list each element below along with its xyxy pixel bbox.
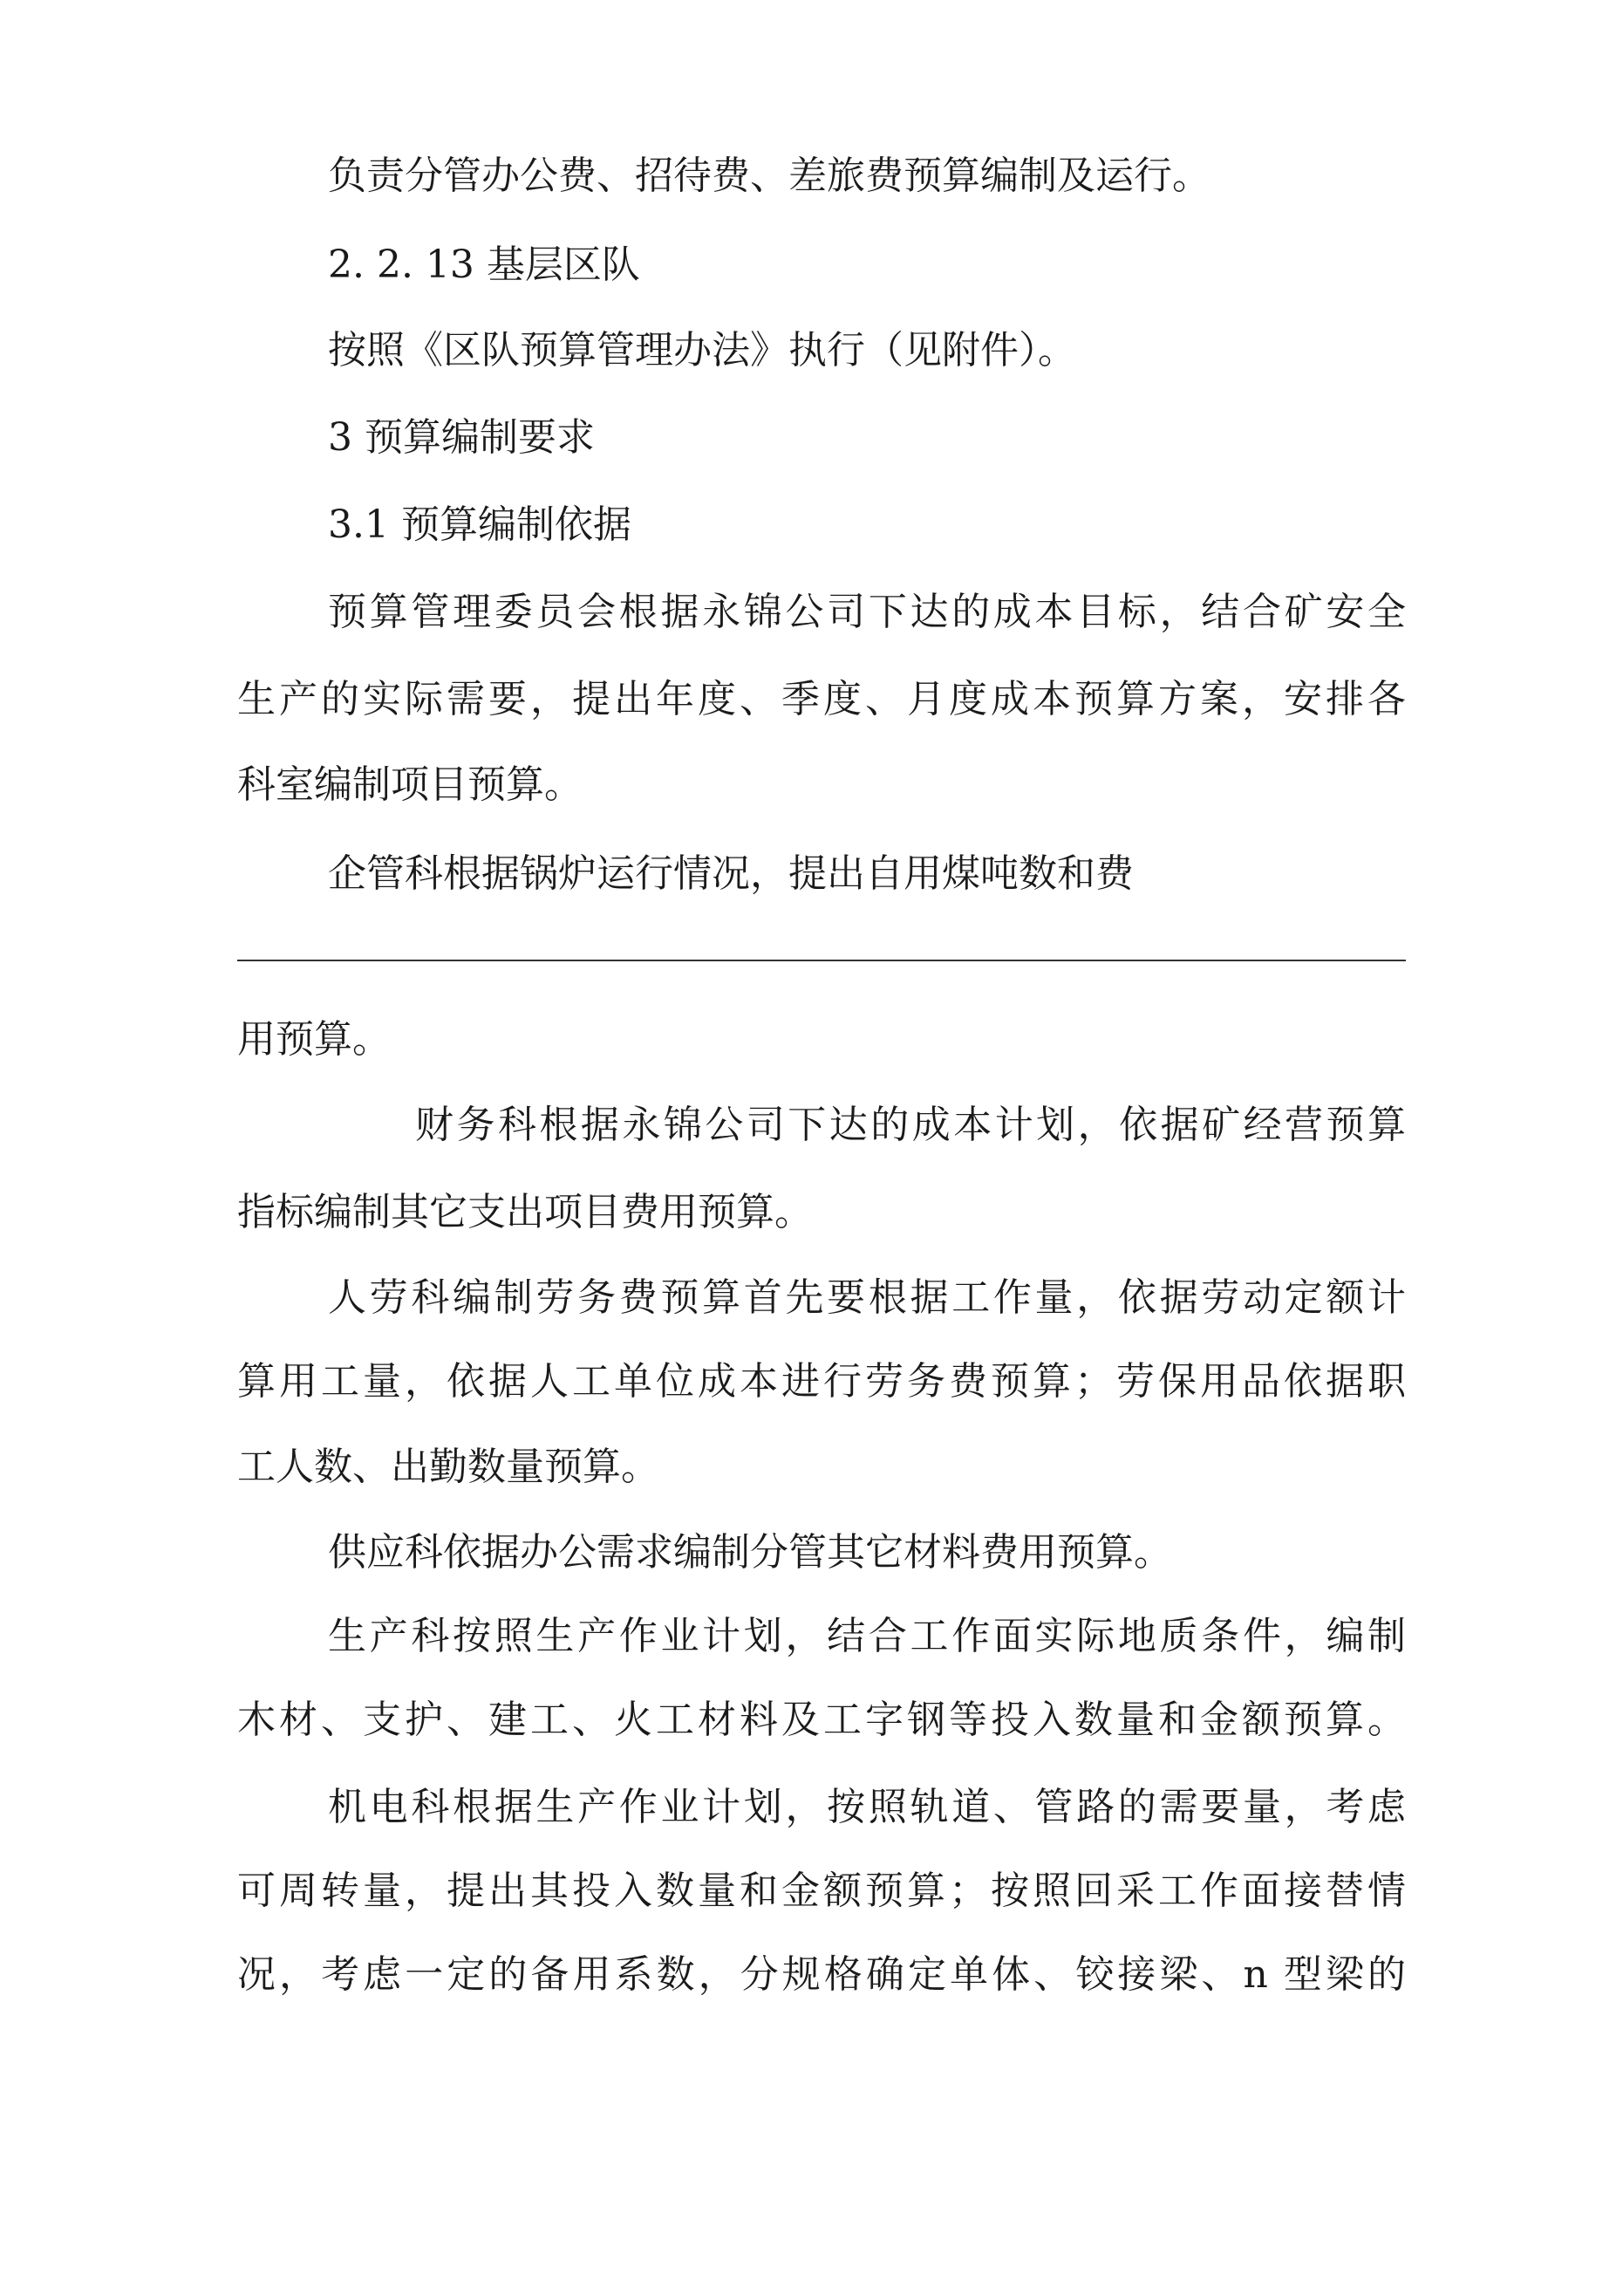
paragraph-line: 指标编制其它支出项目费用预算。 (237, 1190, 813, 1234)
paragraph-line: 生产科按照生产作业计划，结合工作面实际地质条件，编制 (328, 1614, 1406, 1658)
paragraph-line: 生产的实际需要，提出年度、季度、月度成本预算方案，安排各 (237, 677, 1406, 721)
paragraph-line: 预算管理委员会根据永锦公司下达的成本目标，结合矿安全 (328, 590, 1406, 634)
section-heading: 2. 2. 13 基层区队 (328, 243, 640, 287)
paragraph-line: 负责分管办公费、招待费、差旅费预算编制及运行。 (328, 154, 1210, 198)
paragraph-line: 工人数、出勤数量预算。 (237, 1445, 659, 1489)
paragraph-line: 用预算。 (237, 1017, 391, 1062)
paragraph-line: 科室编制项目预算。 (237, 762, 583, 807)
paragraph-line: 财务科根据永锦公司下达的成本计划，依据矿经营预算 (415, 1103, 1406, 1147)
section-heading: 3 预算编制要求 (328, 415, 595, 460)
paragraph-line: 按照《区队预算管理办法》执行（见附件）。 (328, 328, 1076, 372)
paragraph-line: 木材、支护、建工、火工材料及工字钢等投入数量和金额预算。 (237, 1698, 1406, 1742)
paragraph-line: 人劳科编制劳务费预算首先要根据工作量，依据劳动定额计 (328, 1275, 1406, 1320)
section-heading: 3.1 预算编制依据 (328, 502, 631, 547)
paragraph-line: 算用工量，依据人工单位成本进行劳务费预算；劳保用品依据职 (237, 1359, 1406, 1404)
paragraph-line: 况，考虑一定的备用系数，分规格确定单体、铰接梁、n 型梁的 (237, 1952, 1406, 1997)
paragraph-line: 供应科依据办公需求编制分管其它材料费用预算。 (328, 1530, 1172, 1575)
paragraph-line: 机电科根据生产作业计划，按照轨道、管路的需要量，考虑 (328, 1785, 1406, 1829)
page-break-divider (237, 960, 1406, 961)
paragraph-line: 可周转量，提出其投入数量和金额预算；按照回采工作面接替情 (237, 1869, 1406, 1913)
paragraph-line: 企管科根据锅炉运行情况，提出自用煤吨数和费 (328, 851, 1134, 896)
